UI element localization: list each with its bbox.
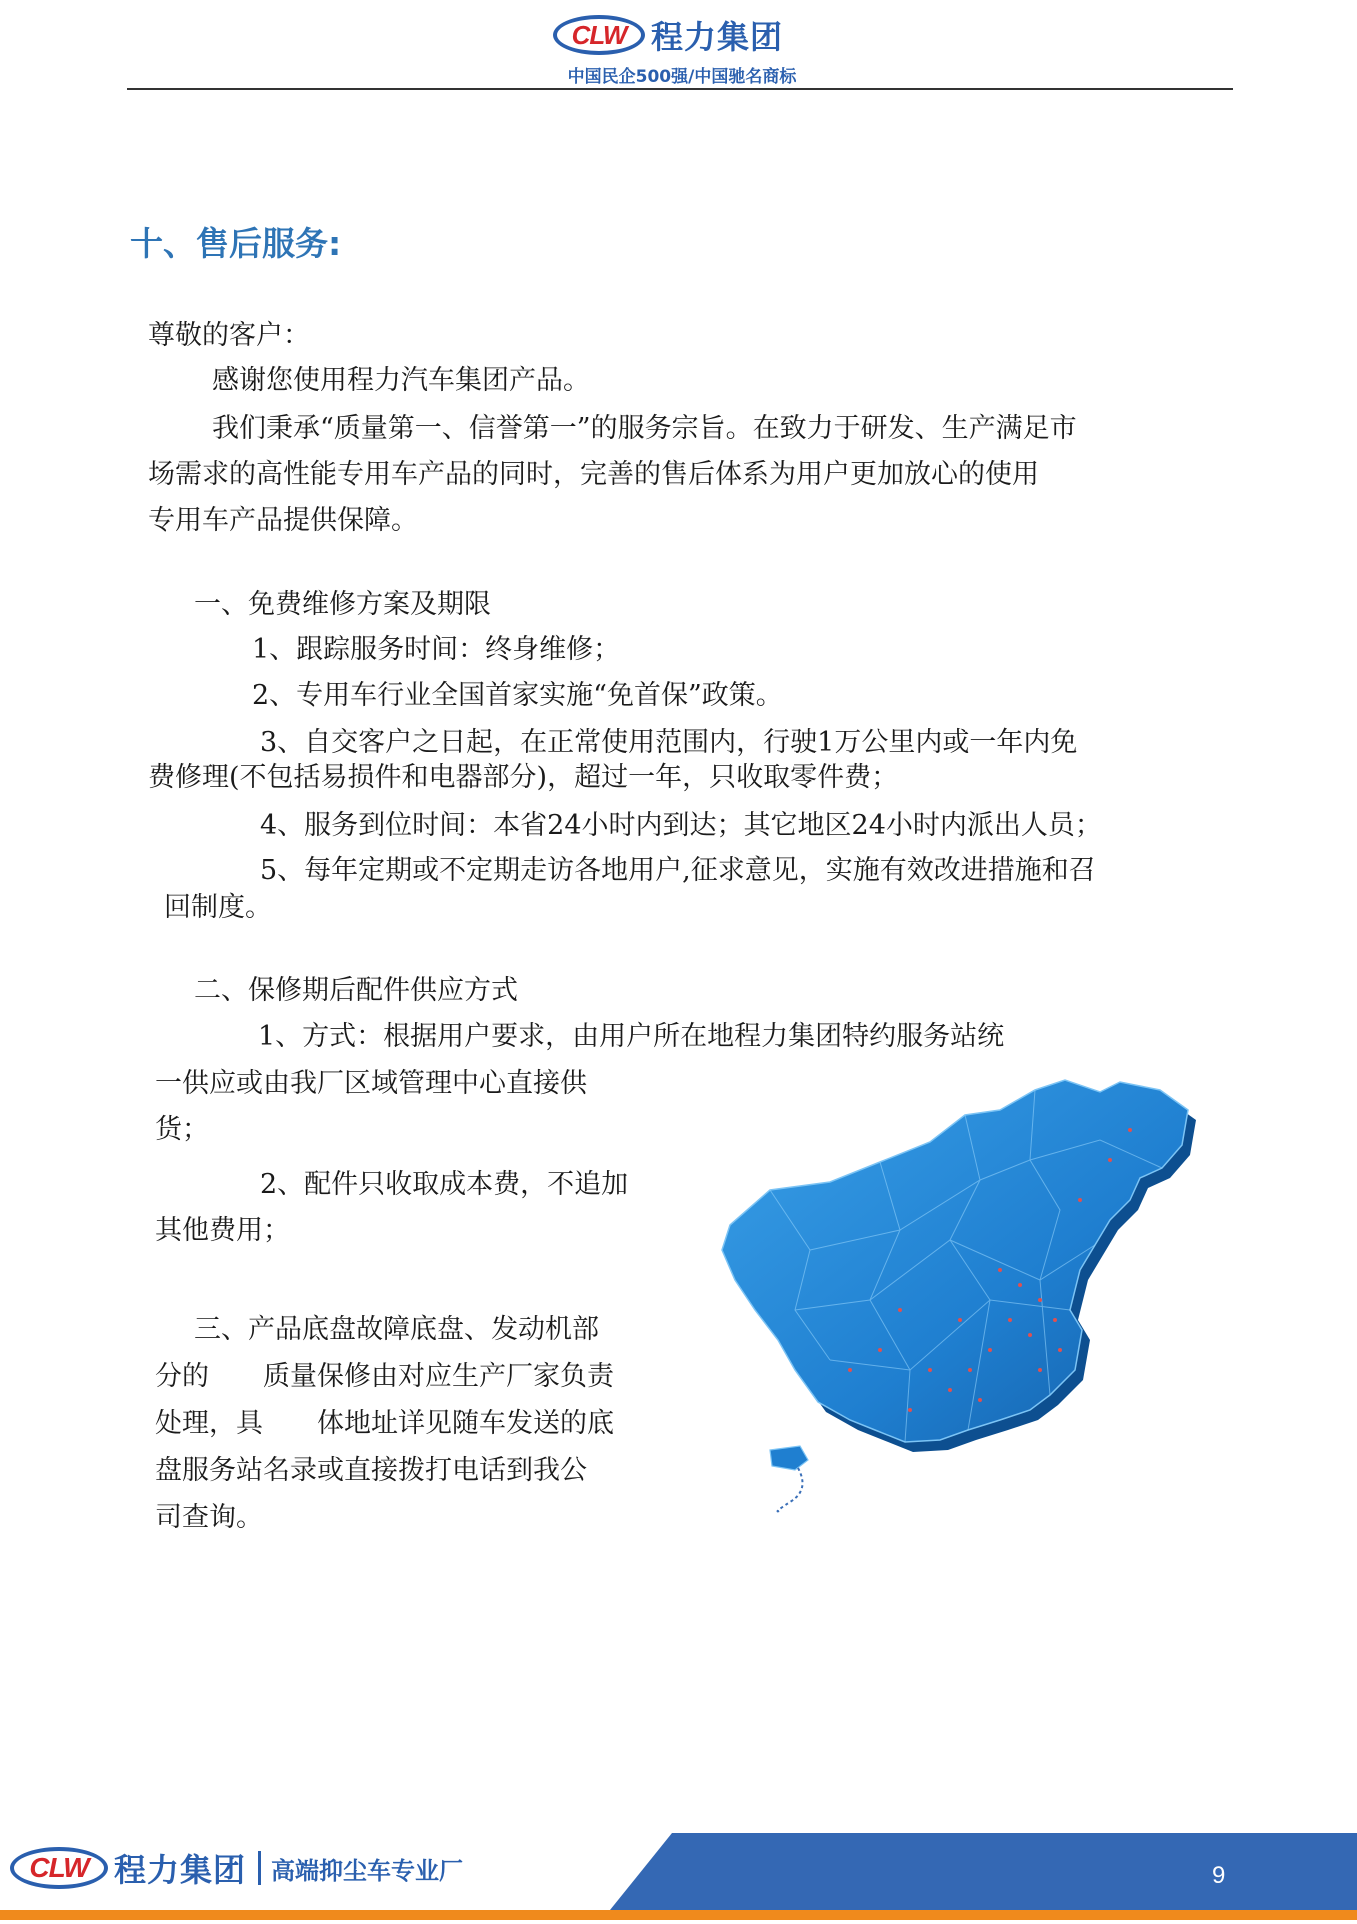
- part2-item: 1、方式：根据用户要求，由用户所在地程力集团特约服务站统: [258, 1021, 1005, 1052]
- section-title: 十、售后服务:: [130, 224, 342, 263]
- part1-item: 3、自交客户之日起，在正常使用范围内，行驶1万公里内或一年内免: [260, 727, 1078, 758]
- part2-heading: 二、保修期后配件供应方式: [194, 975, 518, 1006]
- part3-line: 处理，具 体地址详见随车发送的底: [155, 1408, 614, 1439]
- part1-item: 1、跟踪服务时间：终身维修；: [252, 634, 621, 665]
- part1-item: 4、服务到位时间：本省24小时内到达；其它地区24小时内派出人员；: [260, 810, 1102, 841]
- footer-slogan: 高端抑尘车专业厂: [271, 1856, 464, 1885]
- part2-item: 货；: [155, 1114, 209, 1145]
- intro-line: 我们秉承“质量第一、信誉第一”的服务宗旨。在致力于研发、生产满足市: [212, 413, 1077, 444]
- clw-logo-mark: CLW: [10, 1847, 108, 1889]
- footer-logo: [10, 1845, 463, 1891]
- intro-thanks: 感谢您使用程力汽车集团产品。: [212, 365, 590, 396]
- clw-logo-mark: CLW: [553, 15, 645, 55]
- intro-line: 场需求的高性能专用车产品的同时，完善的售后体系为用户更加放心的使用: [148, 459, 1039, 490]
- part3-line: 分的 质量保修由对应生产厂家负责: [155, 1361, 614, 1392]
- part2-item: 一供应或由我厂区域管理中心直接供: [155, 1068, 587, 1099]
- intro-line: 专用车产品提供保障。: [148, 505, 418, 536]
- brand-name: 程力集团: [114, 1851, 247, 1889]
- greeting: 尊敬的客户：: [148, 320, 310, 351]
- part1-item: 2、专用车行业全国首家实施“免首保”政策。: [252, 680, 783, 711]
- part1-item: 费修理(不包括易损件和电器部分)，超过一年，只收取零件费；: [148, 762, 899, 793]
- footer-divider: [258, 1851, 261, 1885]
- brand-name: 程力集团: [651, 18, 784, 56]
- part3-line: 盘服务站名录或直接拨打电话到我公: [155, 1455, 587, 1486]
- china-map-illustration: [700, 1070, 1200, 1520]
- part2-item: 其他费用；: [155, 1215, 290, 1246]
- part1-heading: 一、免费维修方案及期限: [194, 589, 491, 620]
- part2-item: 2、配件只收取成本费，不追加: [260, 1169, 629, 1200]
- page-number: 9: [1212, 1862, 1226, 1889]
- part1-item: 5、每年定期或不定期走访各地用户,征求意见，实施有效改进措施和召: [260, 855, 1096, 886]
- part1-item: 回制度。: [164, 892, 272, 923]
- part3-line: 三、产品底盘故障底盘、发动机部: [194, 1314, 599, 1345]
- header-divider: [127, 88, 1233, 90]
- header-subtitle: 中国民企500强/中国驰名商标: [567, 67, 797, 87]
- part3-line: 司查询。: [155, 1502, 263, 1533]
- header-logo: [553, 12, 783, 58]
